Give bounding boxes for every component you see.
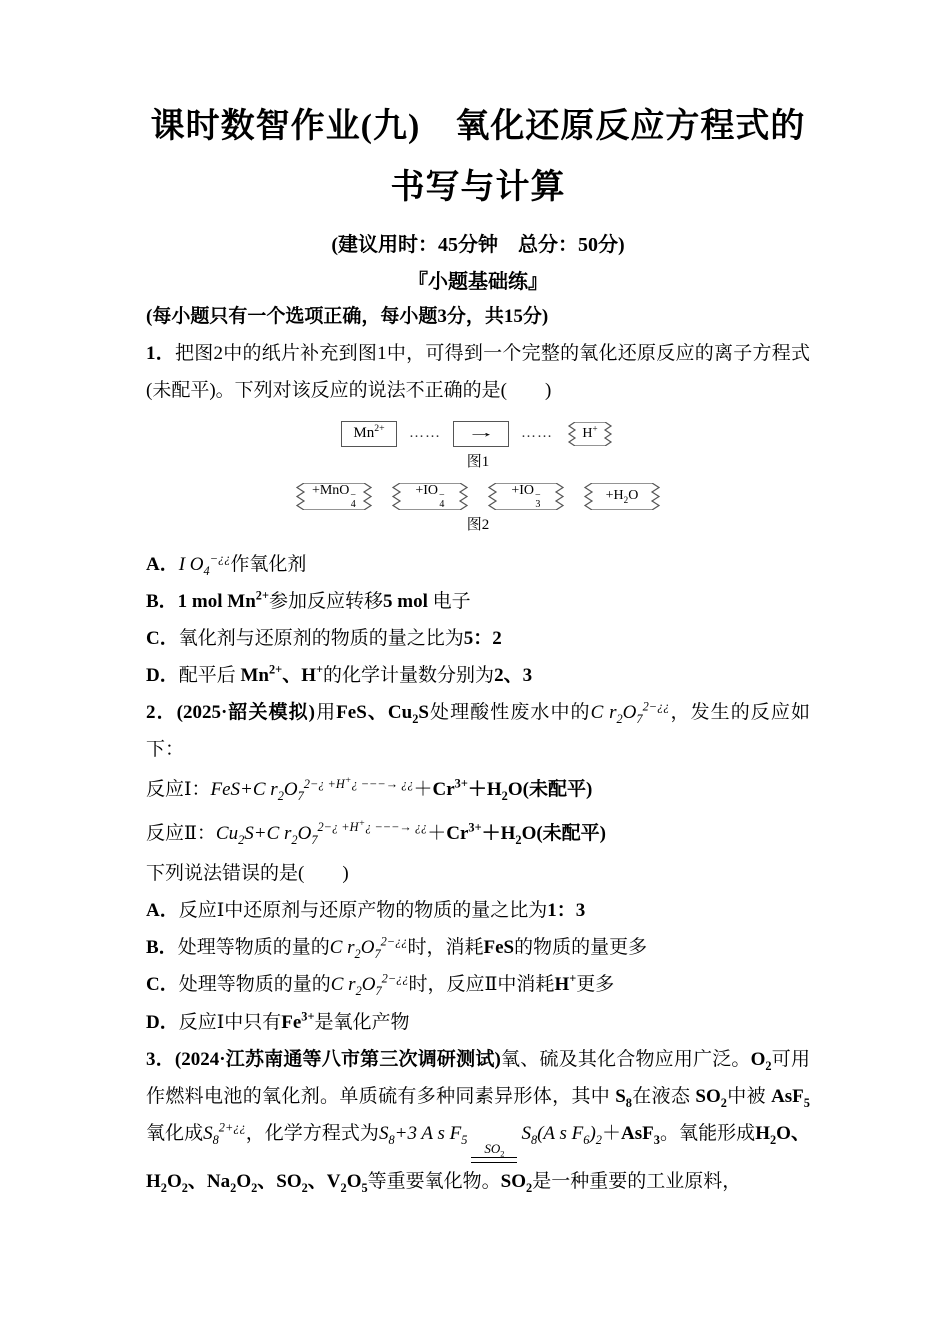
figure-1-label: 图1: [466, 453, 490, 470]
paper-slip-mno4: [292, 483, 376, 510]
title-line-1: 课时数智作业(九) 氧化还原反应方程式的: [150, 108, 806, 145]
question-2-option-c: C．处理等物质的量的C $r_2O_7^{2-¿¿}$时，反应Ⅱ中消耗H+更多: [146, 972, 615, 999]
arrow-box: [453, 421, 509, 447]
question-2-ask: 下列说法错误的是( ): [146, 863, 349, 885]
question-2-stem: 2．(2025·韶关模拟)用FeS、$Cu_2S$处理酸性废水中的C $r_2O_7^{2-¿¿}$，发生的反应如下：: [146, 699, 810, 760]
figure-2-label: 图2: [466, 516, 490, 533]
question-2-option-d: D．反应Ⅰ中只有$Fe^{3+}$是氧化产物: [146, 1009, 410, 1033]
question-1-stem: 1．把图2中的纸片补充到图1中，可得到一个完整的氧化还原反应的离子方程式(未配平)。下列对该反应的说法不正确的是( ): [146, 342, 810, 401]
question-1-figure: [146, 421, 810, 534]
slip-label: H+: [582, 423, 598, 441]
question-1-option-d: D．配平后 $Mn^{2+}$、H+的化学计量数分别为2、3: [146, 662, 533, 686]
question-2-reaction-1: 反应Ⅰ：FeS+C $r_2O_7^{2-¿ +H^+¿ ---\to ¿¿}+Cr^{3+}+H_2O$(未配平): [146, 774, 593, 803]
dots-right: ……: [521, 425, 553, 442]
question-2-reaction-2: 反应Ⅱ：$Cu_2S+C$ $r_2O_7^{2-¿ +H^+¿ ---\to ¿¿}+Cr^{3+}+H_2O$(未配平): [146, 818, 606, 847]
question-3-stem: 3．(2024·江苏南通等八市第三次调研测试)氧、硫及其化合物应用广泛。$O_2$可用作燃料电池的氧化剂。单质硫有多种同素异形体，其中 $S_8$在液态 $SO_2$中被 AsF$_5$氧化成$S_8^{2+¿¿}$，化学方程式为$S_8+3$ A s $F_5$ $SO_2$ $S_8(A$ s $F_6)_2+AsF_3$。氧能形成$H_2O$、$H_2O_2$、$Na_2O_2$、$SO_2$、$V_2O_5$等重要氧化物。$SO_2$是一种重要的工业原料，: [146, 1048, 810, 1195]
right-arrow-icon: →: [466, 425, 496, 441]
question-2-option-a: A．反应Ⅰ中还原剂与还原产物的物质的量之比为1：3: [146, 900, 586, 922]
slip-label: +IO − 4: [415, 482, 445, 511]
figure-2-row: [146, 483, 810, 510]
slip-label: +MnO − 4: [311, 482, 357, 511]
figure-1-row: [146, 421, 810, 447]
section-heading: 『小题基础练』: [408, 271, 548, 294]
title-line-2: 书写与计算: [390, 169, 566, 207]
question-1-option-b: B．1 mol $Mn^{2+}$参加反应转移5 mol 电子: [146, 588, 471, 612]
question-2-option-b: B．处理等物质的量的C $r_2O_7^{2-¿¿}$时，消耗FeS的物质的量更多: [146, 935, 648, 962]
mn-ion-label: $Mn^{2+}$: [353, 423, 385, 442]
question-1-option-a: A．I $O_4^{-¿¿}$作氧化剂: [146, 551, 307, 578]
paper-slip-io4: [388, 483, 472, 510]
paper-slip-io3: [484, 483, 568, 510]
paper-slip-h2o: [580, 483, 664, 510]
slip-label: $+H_2O$: [605, 488, 639, 505]
mn-ion-box: [341, 421, 397, 447]
time-score-note: (建议用时：45分钟 总分：50分): [331, 234, 625, 257]
h-ion-paper-slip: [565, 422, 615, 446]
instructions-note: (每小题只有一个选项正确，每小题3分，共15分): [146, 306, 549, 328]
slip-label: +IO − 3: [511, 482, 541, 511]
dots-left: ……: [409, 425, 441, 442]
question-1-option-c: C．氧化剂与还原剂的物质的量之比为5：2: [146, 627, 502, 649]
page-title: [146, 96, 810, 218]
